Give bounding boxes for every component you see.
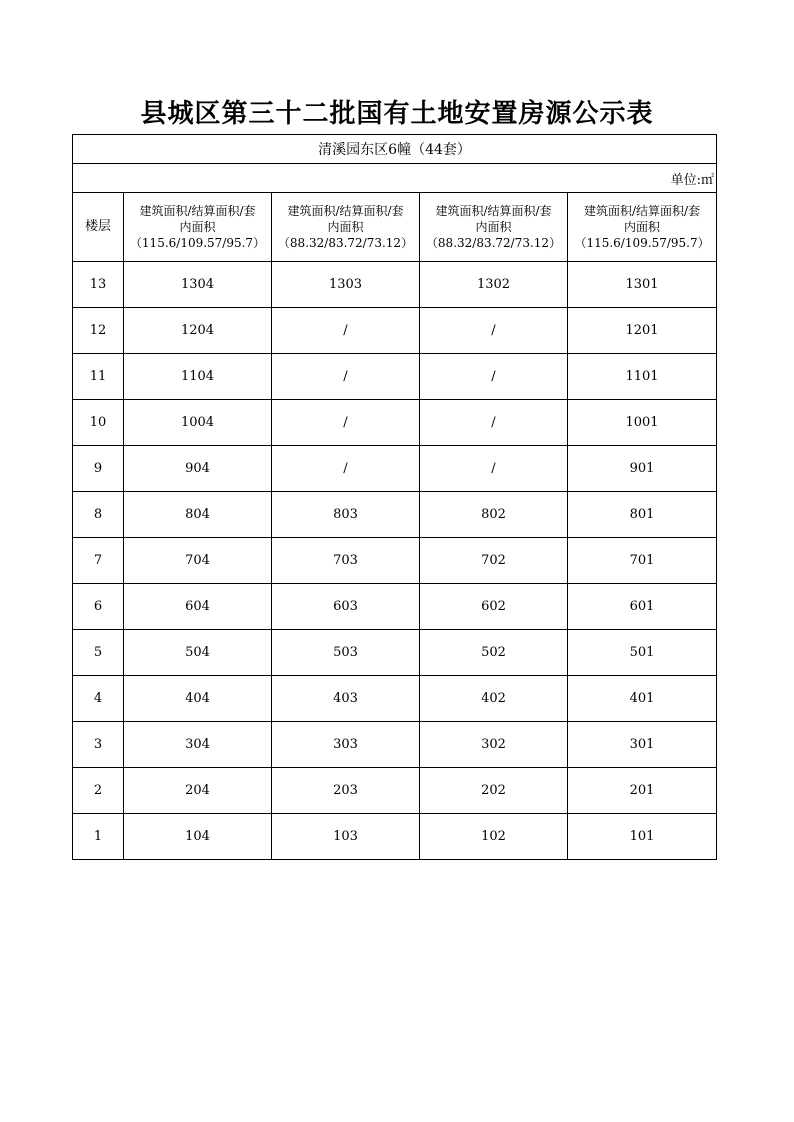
unit-cell: 404 [124, 676, 272, 722]
unit-cell: 701 [568, 538, 717, 584]
column-header [124, 193, 272, 262]
unit-cell: 104 [124, 814, 272, 860]
unit-cell: 103 [272, 814, 420, 860]
unit-cell: / [420, 446, 568, 492]
column-header-label: 建筑面积/结算面积/套 [287, 204, 404, 218]
unit-cell: 603 [272, 584, 420, 630]
unit-cell: 703 [272, 538, 420, 584]
unit-cell: 904 [124, 446, 272, 492]
column-header-areas: （115.6/109.57/95.7） [574, 236, 710, 250]
unit-cell: 501 [568, 630, 717, 676]
unit-cell: 302 [420, 722, 568, 768]
unit-cell: / [272, 308, 420, 354]
unit-cell: 504 [124, 630, 272, 676]
unit-cell: 1304 [124, 262, 272, 308]
unit-cell: 1004 [124, 400, 272, 446]
floor-cell: 4 [73, 676, 124, 722]
unit-cell: 602 [420, 584, 568, 630]
unit-cell: 402 [420, 676, 568, 722]
unit-cell: 301 [568, 722, 717, 768]
unit-cell: 502 [420, 630, 568, 676]
header-row [73, 193, 717, 262]
unit-cell: 1201 [568, 308, 717, 354]
floor-cell: 6 [73, 584, 124, 630]
table-row [73, 676, 717, 722]
floor-cell: 9 [73, 446, 124, 492]
table-row [73, 722, 717, 768]
floor-cell: 3 [73, 722, 124, 768]
unit-cell: 101 [568, 814, 717, 860]
unit-cell: 304 [124, 722, 272, 768]
unit-cell: 1101 [568, 354, 717, 400]
unit-cell: / [272, 354, 420, 400]
column-header [272, 193, 420, 262]
housing-table [72, 134, 717, 860]
column-header-label: 建筑面积/结算面积/套 [583, 204, 701, 218]
floor-cell: 10 [73, 400, 124, 446]
building-caption: 清溪园东区6幢（44套） [73, 135, 717, 164]
unit-cell: / [272, 446, 420, 492]
table-row [73, 400, 717, 446]
floor-cell: 5 [73, 630, 124, 676]
unit-cell: 901 [568, 446, 717, 492]
table-row [73, 446, 717, 492]
column-header-areas: （88.32/83.72/73.12） [277, 236, 414, 250]
floor-cell: 11 [73, 354, 124, 400]
unit-cell: 804 [124, 492, 272, 538]
unit-cell: 1204 [124, 308, 272, 354]
column-header-areas: （115.6/109.57/95.7） [129, 236, 266, 250]
table-row [73, 814, 717, 860]
unit-cell: 202 [420, 768, 568, 814]
unit-cell: 401 [568, 676, 717, 722]
unit-cell: 604 [124, 584, 272, 630]
floor-cell: 1 [73, 814, 124, 860]
unit-cell: 1302 [420, 262, 568, 308]
unit-cell: 1001 [568, 400, 717, 446]
unit-cell: / [420, 354, 568, 400]
floor-cell: 7 [73, 538, 124, 584]
table-row [73, 354, 717, 400]
unit-cell: 503 [272, 630, 420, 676]
column-header-areas: （88.32/83.72/73.12） [425, 236, 562, 250]
unit-cell: 1301 [568, 262, 717, 308]
table-row [73, 584, 717, 630]
table-row [73, 308, 717, 354]
floor-column-header: 楼层 [73, 193, 124, 262]
unit-cell: 203 [272, 768, 420, 814]
column-header-label-cont: 内面积 [179, 220, 216, 234]
unit-cell: 1303 [272, 262, 420, 308]
column-header-label-cont: 内面积 [327, 220, 364, 234]
floor-cell: 8 [73, 492, 124, 538]
unit-cell: 102 [420, 814, 568, 860]
unit-cell: 204 [124, 768, 272, 814]
unit-cell: 601 [568, 584, 717, 630]
table-row [73, 630, 717, 676]
unit-cell: 403 [272, 676, 420, 722]
floor-cell: 13 [73, 262, 124, 308]
column-header [420, 193, 568, 262]
unit-cell: 702 [420, 538, 568, 584]
floor-cell: 2 [73, 768, 124, 814]
floor-cell: 12 [73, 308, 124, 354]
unit-cell: 802 [420, 492, 568, 538]
column-header-label: 建筑面积/结算面积/套 [139, 204, 256, 218]
column-header-label-cont: 内面积 [475, 220, 512, 234]
table-row [73, 538, 717, 584]
unit-cell: / [420, 308, 568, 354]
unit-cell: 704 [124, 538, 272, 584]
column-header [568, 193, 717, 262]
unit-label: 单位:㎡ [73, 164, 717, 193]
unit-cell: 303 [272, 722, 420, 768]
table-row [73, 262, 717, 308]
table-row [73, 492, 717, 538]
column-header-label-cont: 内面积 [624, 220, 661, 234]
unit-cell: 201 [568, 768, 717, 814]
unit-cell: / [272, 400, 420, 446]
table-row [73, 768, 717, 814]
page-title: 县城区第三十二批国有土地安置房源公示表 [140, 99, 654, 129]
unit-cell: 803 [272, 492, 420, 538]
unit-cell: 801 [568, 492, 717, 538]
unit-cell: 1104 [124, 354, 272, 400]
unit-cell: / [420, 400, 568, 446]
column-header-label: 建筑面积/结算面积/套 [435, 204, 552, 218]
